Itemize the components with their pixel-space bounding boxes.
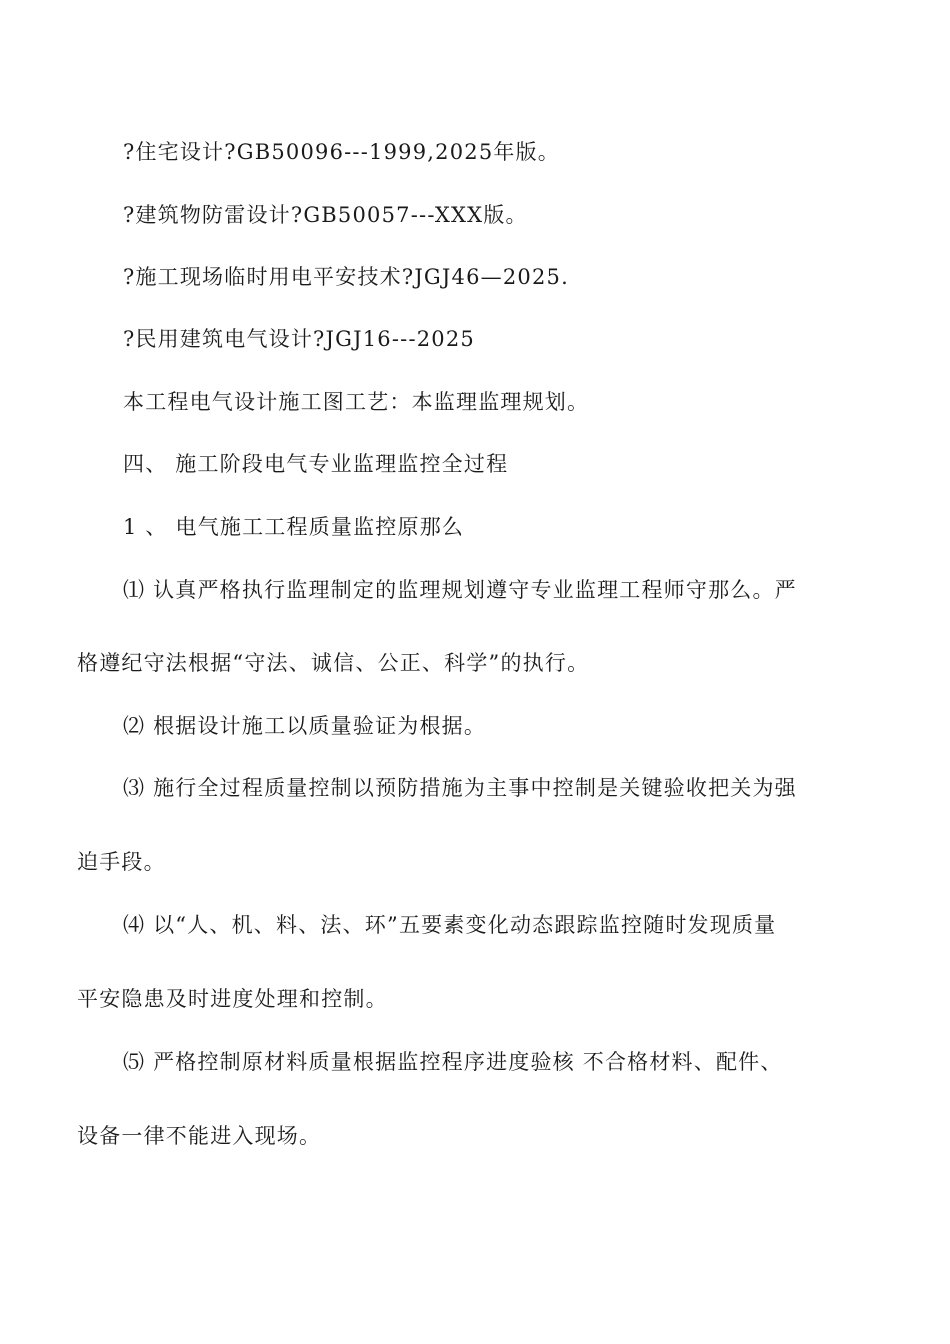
standard-lightning-protection: ?建筑物防雷设计?GB50057---XXX版。 bbox=[123, 203, 528, 227]
section-heading-4: 四、 施工阶段电气专业监理监控全过程 bbox=[123, 452, 509, 476]
item-2: ⑵ 根据设计施工以质量验证为根据。 bbox=[123, 714, 487, 738]
item-1-line-2: 格遵纪守法根据“守法、诚信、公正、科学”的执行。 bbox=[77, 651, 590, 675]
item-3-line-1: ⑶ 施行全过程质量控制以预防措施为主事中控制是关键验收把关为强 bbox=[123, 776, 797, 800]
paragraph-design-basis: 本工程电气设计施工图工艺：本监理监理规划。 bbox=[123, 390, 590, 414]
standard-residential-design: ?住宅设计?GB50096---1999,2025年版。 bbox=[123, 140, 560, 164]
item-3-line-2: 迫手段。 bbox=[77, 850, 166, 874]
subsection-heading-1: 1 、 电气施工工程质量监控原那么 bbox=[123, 515, 465, 539]
item-5-line-1: ⑸ 严格控制原材料质量根据监控程序进度验核 不合格材料、配件、 bbox=[123, 1050, 783, 1074]
standard-temporary-power-safety: ?施工现场临时用电平安技术?JGJ46—2025. bbox=[123, 265, 569, 289]
item-1-line-1: ⑴ 认真严格执行监理制定的监理规划遵守专业监理工程师守那么。严 bbox=[123, 578, 797, 602]
item-4-line-1: ⑷ 以“人、机、料、法、环”五要素变化动态跟踪监控随时发现质量 bbox=[123, 913, 777, 937]
item-4-line-2: 平安隐患及时进度处理和控制。 bbox=[77, 987, 388, 1011]
item-5-line-2: 设备一律不能进入现场。 bbox=[77, 1124, 322, 1148]
standard-civil-electrical-design: ?民用建筑电气设计?JGJ16---2025 bbox=[123, 327, 475, 351]
